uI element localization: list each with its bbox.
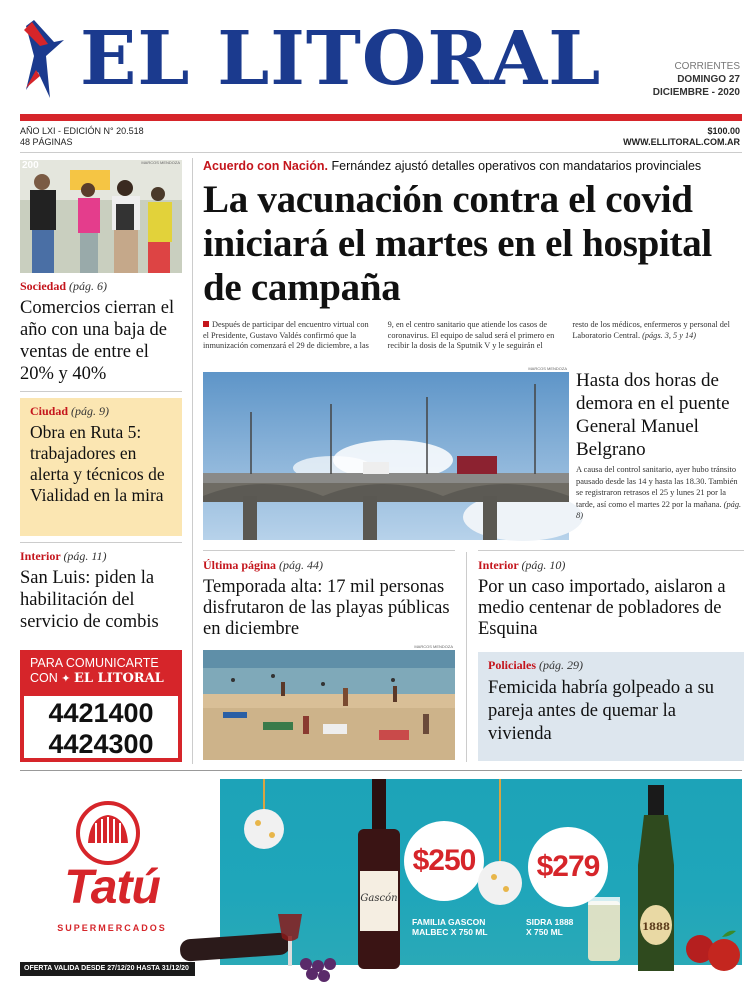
policiales-headline[interactable]: Femicida habría golpeado a su pareja antes de quemar la vivienda [488, 678, 715, 744]
masthead-rule [20, 114, 742, 121]
price-badge-cider: $279 [528, 827, 608, 907]
main-body-text: Después de participar del encuentro virtual con el Presidente, Gustavo Valdés confirmó que la inmunización comenzará el 29 de diciembre, a las 9, en el centro sanitario que atiende los casos de coronavirus. El equipo de salud será el primero en recibir la dosis de la Sputnik V y le seguirán el resto de los médicos, enfermeros y personal del Laboratorio Central. [203, 320, 730, 350]
edition-number: AÑO LXI - EDICIÓN N° 20.518 [20, 126, 144, 136]
cider-glass-icon [580, 883, 630, 973]
website-link[interactable]: WWW.ELLITORAL.COM.AR [623, 137, 740, 147]
armadillo-logo-icon [68, 801, 148, 865]
contact-phones [24, 696, 178, 760]
contact-brand: EL LITORAL [73, 671, 164, 686]
shoppers-photo[interactable] [20, 160, 182, 273]
price-website [623, 126, 740, 148]
bridge-body-ref: (pág. 8) [576, 499, 742, 520]
photo-credit: MARCOS MENDOZA [141, 160, 180, 165]
product1-name: FAMILIA GASCON [412, 917, 486, 927]
product1-size: MALBEC X 750 ML [412, 927, 488, 937]
divider [20, 152, 742, 153]
page-ref: (pág. 29) [539, 658, 583, 672]
product2-label [526, 917, 573, 937]
tatu-supermercados-ad[interactable] [20, 779, 742, 981]
interior2-headline[interactable]: Por un caso importado, aislaron a medio centenar de pobladores de Esquina [478, 577, 726, 639]
edition-info [20, 126, 144, 148]
masthead-title[interactable]: EL LITORAL [80, 16, 602, 102]
cover-price: $100.00 [707, 126, 740, 136]
policiales-story-box[interactable] [478, 652, 744, 761]
section-label: Policiales [488, 658, 536, 672]
apple-icon [684, 915, 742, 981]
bridge-body-text: A causa del control sanitario, ayer hubo tránsito pausado desde las 14 y hasta las 18.30. También se registraron retrasos el 25 y lunes 21 por la tarde, así como el martes 22 por la mañana. [576, 465, 738, 509]
policiales-kicker [488, 658, 734, 673]
bullet-square-icon [203, 321, 209, 327]
divider [478, 550, 744, 551]
page-ref: (pág. 11) [63, 549, 107, 563]
shoppers-photo-image [20, 160, 182, 273]
main-headline[interactable]: La vacunación contra el covid iniciará el martes en el hospital de campaña [203, 178, 712, 309]
divider [20, 391, 182, 392]
ad-offer-validity: OFERTA VALIDA DESDE 27/12/20 HASTA 31/12/20 [20, 962, 195, 976]
phone-number[interactable]: 4424300 [48, 729, 154, 759]
ciudad-kicker [30, 404, 172, 419]
main-body-ref: (págs. 3, 5 y 14) [642, 330, 697, 340]
sociedad-headline[interactable]: Comercios cierran el año con una baja de ventas de entre el 20% y 40% [20, 298, 175, 384]
column-divider [466, 552, 467, 762]
contact-header [24, 654, 178, 696]
masthead-date: DICIEMBRE - 2020 [652, 87, 740, 98]
wine-label: Gascón [360, 893, 398, 904]
photo-tag: 200 [22, 160, 39, 171]
bridge-headline[interactable]: Hasta dos horas de demora en el puente General Manuel Belgrano [576, 370, 730, 460]
photo-credit: MARCOS MENDOZA [414, 644, 453, 649]
section-label: Interior [478, 558, 519, 572]
interior-kicker [20, 549, 107, 564]
ad-divider [20, 770, 742, 771]
page-ref: (pág. 6) [69, 279, 108, 293]
ultima-headline[interactable]: Temporada alta: 17 mil personas disfrutaron de las playas públicas en diciembre [203, 577, 450, 639]
section-label: Ciudad [30, 404, 69, 418]
main-body [203, 320, 743, 352]
price-badge-wine: $250 [404, 821, 484, 901]
product1-label [412, 917, 488, 937]
masthead-city: CORRIENTES [674, 61, 740, 72]
ad-brand: Tatú [64, 861, 160, 914]
cider-bottle-icon [626, 785, 686, 981]
section-label: Última página [203, 558, 277, 572]
beach-photo-image [203, 650, 455, 760]
column-divider [192, 158, 193, 764]
page-ref: (pág. 10) [521, 558, 566, 572]
phone-number[interactable]: 4421400 [48, 698, 154, 728]
sociedad-kicker [20, 279, 107, 294]
product2-name: SIDRA 1888 [526, 917, 574, 927]
contact-bird-icon: ✦ [61, 673, 71, 685]
divider [203, 550, 455, 551]
ad-brand-sub: SUPERMERCADOS [57, 923, 167, 933]
main-kicker-line [203, 159, 701, 173]
main-deck: Fernández ajustó detalles operativos con mandatarios provinciales [331, 159, 702, 173]
bridge-photo[interactable] [203, 366, 569, 540]
ornament-icon [474, 779, 534, 919]
main-kicker: Acuerdo con Nación. [203, 159, 329, 173]
section-label: Interior [20, 549, 61, 563]
page-count: 48 PÁGINAS [20, 137, 73, 147]
contact-box[interactable] [20, 650, 182, 762]
beach-photo[interactable] [203, 644, 455, 760]
el-litoral-bird-logo-icon [20, 16, 70, 106]
bridge-body [576, 464, 744, 522]
contact-line1: PARA COMUNICARTE [30, 656, 159, 670]
photo-credit: MARCOS MENDOZA [528, 366, 567, 371]
bridge-photo-image [203, 372, 569, 540]
ciudad-story-box[interactable] [20, 398, 182, 536]
interior2-kicker [478, 558, 565, 573]
masthead-day: DOMINGO 27 [677, 74, 740, 85]
interior-headline[interactable]: San Luis: piden la habilitación del servicio de combis [20, 568, 159, 632]
masthead-date-block [653, 60, 740, 99]
page-ref: (pág. 9) [71, 404, 110, 418]
wine-bottle-icon [350, 779, 410, 979]
ciudad-headline[interactable]: Obra en Ruta 5: trabajadores en alerta y técnicos de Vialidad en la mira [30, 422, 165, 505]
section-label: Sociedad [20, 279, 67, 293]
divider [20, 542, 182, 543]
ultima-kicker [203, 558, 323, 573]
cider-label: 1888 [642, 922, 670, 933]
product2-size: X 750 ML [526, 927, 563, 937]
contact-line2: CON [30, 671, 58, 685]
page-ref: (pág. 44) [279, 558, 324, 572]
